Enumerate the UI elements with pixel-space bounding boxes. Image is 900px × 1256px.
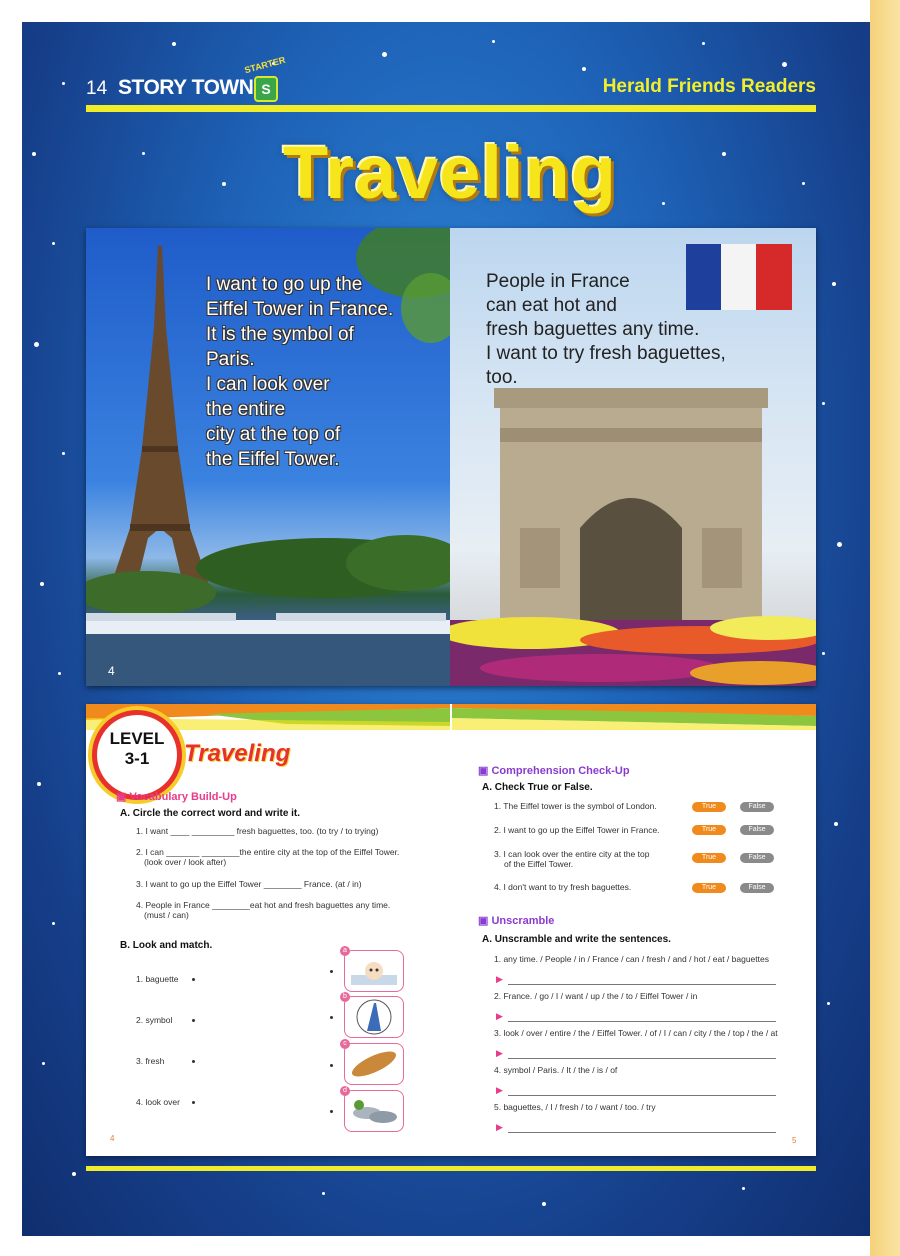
book-icon: ▣ (478, 765, 492, 777)
unscramble-item: 4. symbol / Paris. / It / the / is / of (494, 1065, 618, 1075)
match-letter: a (340, 946, 350, 956)
level-label: LEVEL (109, 729, 165, 748)
main-title: Traveling (283, 131, 617, 214)
match-dot[interactable] (192, 1019, 195, 1022)
star-decoration (822, 402, 825, 405)
match-word: 1. baguette (136, 974, 179, 984)
publisher-name: Herald Friends Readers (602, 76, 816, 97)
match-image-symbol (344, 996, 404, 1038)
match-dot[interactable] (330, 1110, 333, 1113)
star-decoration (582, 67, 586, 71)
story-page-number: 4 (108, 664, 115, 678)
eiffel-tower-photo (86, 228, 450, 686)
tf-question: 3. I can look over the entire city at the top (494, 849, 650, 859)
unscramble-item: 2. France. / go / I / want / up / the / to / Eiffel Tower / in (494, 991, 698, 1001)
star-decoration (834, 822, 838, 826)
star-decoration (832, 282, 836, 286)
match-word: 4. look over (136, 1097, 180, 1107)
match-letter: c (340, 1039, 350, 1049)
answer-line[interactable] (508, 1095, 776, 1096)
header-rule (86, 105, 816, 112)
match-dot[interactable] (192, 1101, 195, 1104)
tf-question-cont: of the Eiffel Tower. (504, 859, 574, 869)
answer-line[interactable] (508, 984, 776, 985)
match-dot[interactable] (192, 1060, 195, 1063)
workbook-page-left (86, 704, 450, 1156)
unscramble-item: 3. look / over / entire / the / Eiffel Tower. / of / I / can / city / the / top / the / at (494, 1028, 778, 1038)
star-decoration (542, 1202, 546, 1206)
arrow-icon: ▶ (496, 974, 503, 984)
match-dot[interactable] (330, 1016, 333, 1019)
match-image-baguette (344, 1043, 404, 1085)
star-decoration (492, 40, 495, 43)
star-decoration (52, 242, 55, 245)
false-button[interactable]: False (740, 802, 774, 812)
star-decoration (837, 542, 842, 547)
arrow-icon: ▶ (496, 1122, 503, 1132)
vocab-heading: ▣ Vocabulary Build-Up (116, 791, 237, 803)
star-decoration (40, 582, 44, 586)
unscramble-a-title: A. Unscramble and write the sentences. (482, 934, 671, 945)
page-number: 14 (86, 78, 108, 99)
star-decoration (62, 452, 65, 455)
false-button[interactable]: False (740, 825, 774, 835)
workbook-page-number: 4 (110, 1134, 115, 1143)
footer-rule (86, 1166, 816, 1171)
star-decoration (822, 652, 825, 655)
tf-question: 2. I want to go up the Eiffel Tower in France. (494, 825, 660, 835)
star-decoration (34, 342, 39, 347)
false-button[interactable]: False (740, 853, 774, 863)
star-decoration (72, 1172, 76, 1176)
workbook-page-right (452, 704, 816, 1156)
vocab-item-hint: (look over / look after) (144, 857, 227, 867)
vocab-item: 1. I want ____ _________ fresh baguettes, too. (to try / to trying) (136, 826, 379, 836)
true-button[interactable]: True (692, 853, 726, 863)
answer-line[interactable] (508, 1132, 776, 1133)
tf-question: 4. I don't want to try fresh baguettes. (494, 882, 632, 892)
starter-label: STARTER (243, 54, 287, 76)
book-icon: ▣ (116, 791, 130, 803)
star-decoration (58, 672, 61, 675)
workbook-title: Traveling (184, 740, 291, 767)
star-decoration (782, 62, 787, 67)
match-dot[interactable] (330, 970, 333, 973)
star-decoration (382, 52, 387, 57)
match-dot[interactable] (330, 1064, 333, 1067)
level-badge: S (254, 76, 278, 102)
story-text-right: People in France can eat hot and fresh baguettes any time. I want to try fresh baguettes, too. (486, 271, 726, 388)
vocab-item: 3. I want to go up the Eiffel Tower ________ France. (at / in) (136, 879, 362, 889)
arc-de-triomphe-photo (450, 228, 816, 686)
match-dot[interactable] (192, 978, 195, 981)
book-icon: ▣ (478, 915, 492, 927)
arrow-icon: ▶ (496, 1085, 503, 1095)
workbook-spread (86, 704, 816, 1156)
star-decoration (52, 922, 55, 925)
true-button[interactable]: True (692, 825, 726, 835)
star-decoration (702, 42, 705, 45)
tf-question: 1. The Eiffel tower is the symbol of London. (494, 801, 657, 811)
match-word: 2. symbol (136, 1015, 173, 1025)
unscramble-heading: ▣ Unscramble (478, 915, 555, 927)
star-decoration (42, 1062, 45, 1065)
match-letter: b (340, 992, 350, 1002)
unscramble-item: 1. any time. / People / in / France / can / fresh / and / hot / eat / baguettes (494, 954, 769, 964)
star-decoration (62, 82, 65, 85)
star-decoration (322, 1192, 325, 1195)
match-image-fresh (344, 1090, 404, 1132)
star-decoration (742, 1187, 745, 1190)
level-badge-circle (92, 710, 182, 800)
star-decoration (37, 782, 41, 786)
story-text-left: I want to go up the Eiffel Tower in France. It is the symbol of Paris. I can look over the entire city at the top of the Eiffel Tower. (206, 274, 394, 470)
arrow-icon: ▶ (496, 1048, 503, 1058)
vocab-item: 2. I can _______ ________the entire city at the top of the Eiffel Tower. (136, 847, 400, 857)
answer-line[interactable] (508, 1021, 776, 1022)
match-word: 3. fresh (136, 1056, 165, 1066)
match-title: B. Look and match. (120, 940, 213, 951)
true-button[interactable]: True (692, 802, 726, 812)
vocab-item: 4. People in France ________eat hot and fresh baguettes any time. (136, 900, 391, 910)
vocab-item-hint: (must / can) (144, 910, 189, 920)
unscramble-item: 5. baguettes, / I / fresh / to / want / too. / try (494, 1102, 656, 1112)
star-decoration (827, 1002, 830, 1005)
series-title: STORY TOWN (118, 76, 254, 99)
match-image-look-over (344, 950, 404, 992)
false-button[interactable]: False (740, 883, 774, 893)
true-button[interactable]: True (692, 883, 726, 893)
color-band (452, 704, 816, 730)
match-letter: d (340, 1086, 350, 1096)
level-number: 3-1 (124, 749, 150, 768)
vocab-a-title: A. Circle the correct word and write it. (120, 808, 301, 819)
arrow-icon: ▶ (496, 1011, 503, 1021)
comprehension-heading: ▣ Comprehension Check-Up (478, 765, 630, 777)
star-decoration (172, 42, 176, 46)
story-spread (86, 228, 816, 686)
comprehension-a-title: A. Check True or False. (482, 782, 593, 793)
answer-line[interactable] (508, 1058, 776, 1059)
workbook-page-number: 5 (792, 1136, 797, 1145)
